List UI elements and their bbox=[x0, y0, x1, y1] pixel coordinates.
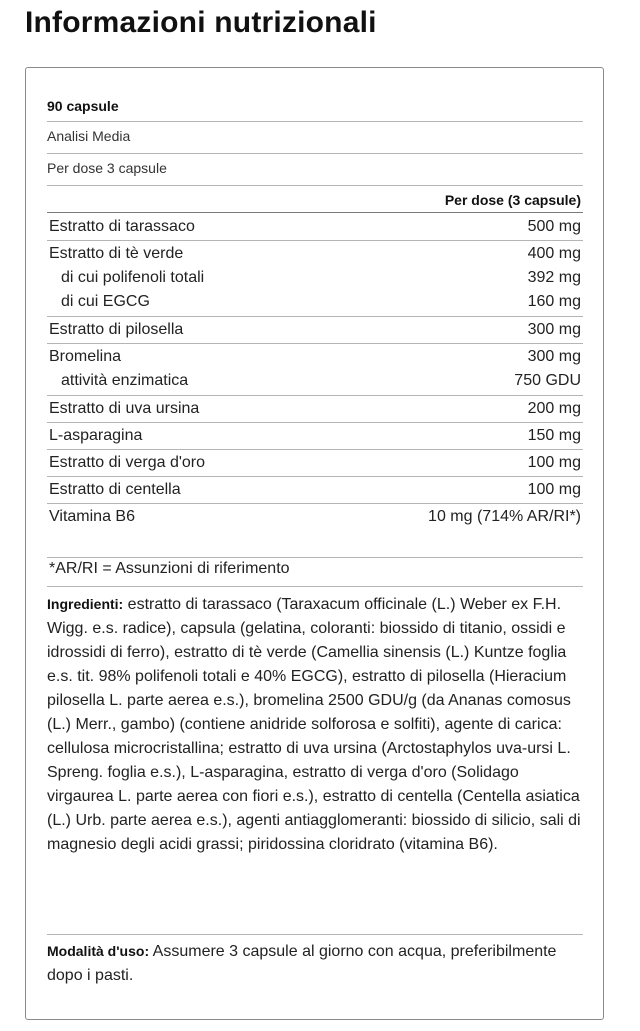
table-row bbox=[47, 242, 583, 266]
ingredients-label: Ingredienti: bbox=[47, 596, 124, 612]
capsule-count: 90 capsule bbox=[47, 98, 119, 114]
usage-text: Assumere 3 capsule al giorno con acqua, preferibilmente dopo i pasti. bbox=[47, 943, 557, 984]
divider bbox=[47, 934, 583, 935]
row-value: 400 mg bbox=[527, 245, 581, 262]
table-row bbox=[47, 397, 583, 421]
column-header: Per dose (3 capsule) bbox=[444, 192, 581, 208]
ingredients-section bbox=[47, 592, 583, 857]
table-row bbox=[47, 505, 583, 529]
table-row bbox=[47, 345, 583, 369]
row-label: Estratto di pilosella bbox=[49, 321, 184, 338]
divider bbox=[47, 121, 583, 122]
table-row bbox=[47, 424, 583, 448]
row-label: Estratto di tarassaco bbox=[49, 218, 195, 235]
row-value: 200 mg bbox=[527, 400, 581, 417]
header-divider bbox=[47, 212, 583, 213]
row-label: di cui polifenoli totali bbox=[61, 269, 205, 286]
divider bbox=[47, 422, 583, 423]
table-row bbox=[47, 318, 583, 342]
divider bbox=[47, 586, 583, 587]
row-value: 150 mg bbox=[527, 427, 581, 444]
table-row bbox=[47, 478, 583, 502]
usage-section bbox=[47, 939, 583, 988]
row-value: 500 mg bbox=[527, 218, 581, 235]
divider bbox=[47, 185, 583, 186]
table-row bbox=[47, 451, 583, 475]
analysis-label: Analisi Media bbox=[47, 128, 131, 144]
divider bbox=[47, 557, 583, 558]
row-value: 160 mg bbox=[527, 293, 581, 310]
page-title: Informazioni nutrizionali bbox=[25, 6, 377, 39]
row-label: Estratto di tè verde bbox=[49, 245, 184, 262]
row-value: 300 mg bbox=[527, 348, 581, 365]
row-label: Vitamina B6 bbox=[49, 508, 135, 525]
row-label: Estratto di verga d'oro bbox=[49, 454, 206, 471]
row-value: 100 mg bbox=[527, 481, 581, 498]
divider bbox=[47, 343, 583, 344]
table-row bbox=[47, 290, 583, 314]
nutrition-panel bbox=[25, 67, 604, 1020]
divider bbox=[47, 316, 583, 317]
row-label: L-asparagina bbox=[49, 427, 143, 444]
row-label: di cui EGCG bbox=[61, 293, 150, 310]
ingredients-text: estratto di tarassaco (Taraxacum officinale (L.) Weber ex F.H. Wigg. e.s. radice), capsula (gelatina, coloranti: biossido di titanio, ossidi e idrossidi di ferro), estratto di tè verde (Camellia sinensis (L.) Kuntze foglia e.s. tit. 98% polifenoli totali e 40% EGCG), estratto di pilosella (Hieracium pilosella L. parte aerea e.s.), bromelina 2500 GDU/g (da Ananas comosus (L.) Merr., gambo) (contiene anidride solforosa e solfiti), agente di carica: cellulosa microcristallina; estratto di uva ursina (Arctostaphylos uva-ursi L. Spreng. foglia e.s.), L-asparagina, estratto di verga d'oro (Solidago virgaurea L. parte aerea con fiori e.s.), estratto di centella (Centella asiatica (L.) Urb. parte aerea e.s.), agenti antiagglomeranti: biossido di silicio, sali di magnesio degli acidi grassi; piridossina cloridrato (vitamina B6). bbox=[47, 596, 581, 853]
divider bbox=[47, 240, 583, 241]
divider bbox=[47, 153, 583, 154]
divider bbox=[47, 476, 583, 477]
table-row bbox=[47, 369, 583, 393]
divider bbox=[47, 395, 583, 396]
footnote: *AR/RI = Assunzioni di riferimento bbox=[49, 560, 290, 577]
row-label: attività enzimatica bbox=[61, 372, 189, 389]
row-label: Estratto di centella bbox=[49, 481, 181, 498]
row-value: 750 GDU bbox=[514, 372, 581, 389]
row-value: 300 mg bbox=[527, 321, 581, 338]
row-value: 10 mg (714% AR/RI*) bbox=[428, 508, 581, 525]
row-label: Bromelina bbox=[49, 348, 122, 365]
dose-label: Per dose 3 capsule bbox=[47, 160, 167, 176]
table-row bbox=[47, 266, 583, 290]
row-value: 100 mg bbox=[527, 454, 581, 471]
divider bbox=[47, 503, 583, 504]
divider bbox=[47, 449, 583, 450]
table-row bbox=[47, 215, 583, 239]
row-label: Estratto di uva ursina bbox=[49, 400, 200, 417]
usage-label: Modalità d'uso: bbox=[47, 943, 150, 959]
row-value: 392 mg bbox=[527, 269, 581, 286]
